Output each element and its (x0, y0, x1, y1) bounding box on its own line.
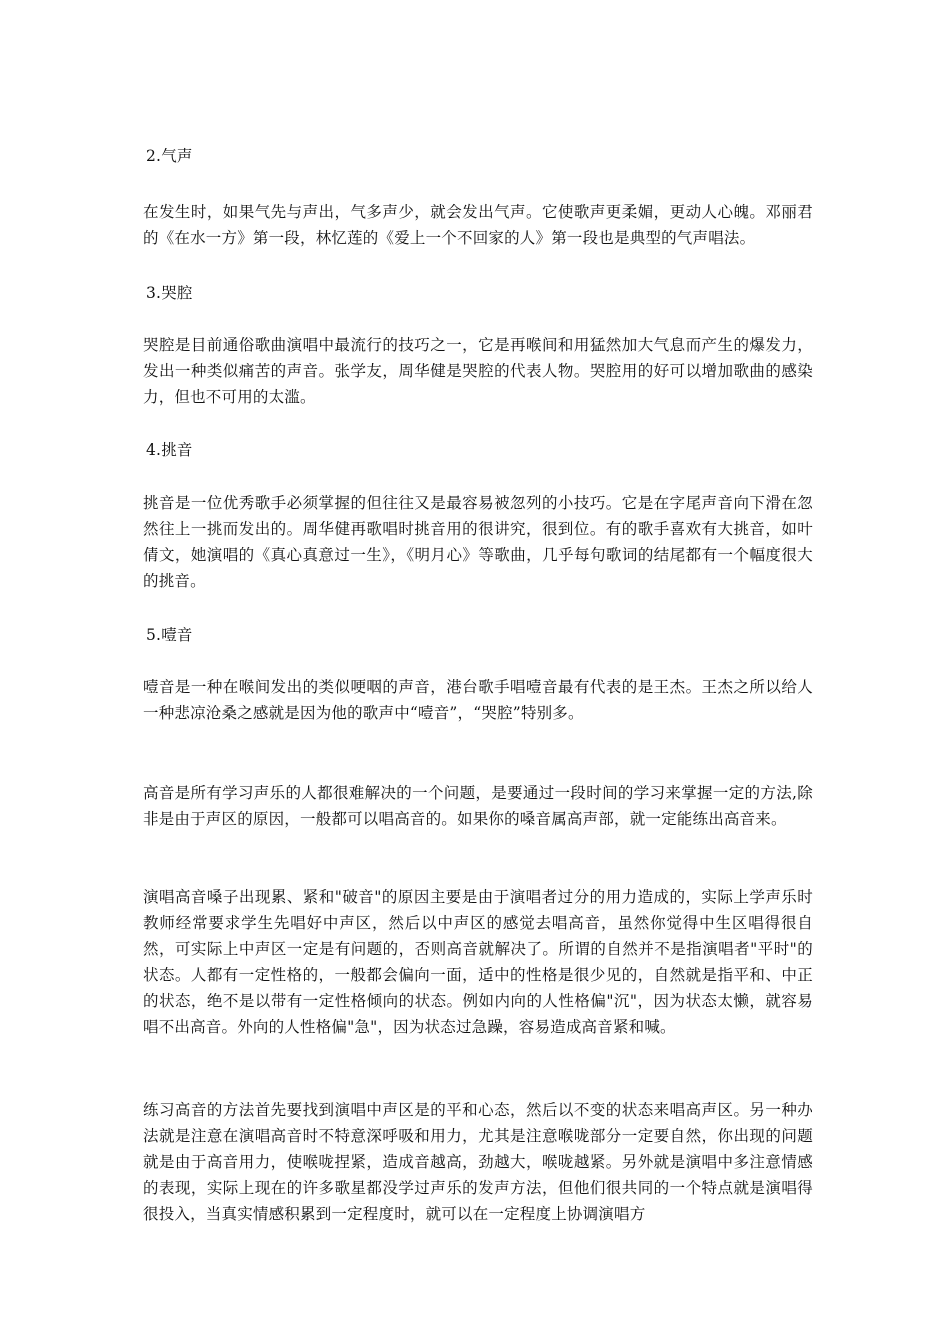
section-heading-crying-tone: 3.哭腔 (146, 284, 193, 302)
paragraph-high-notes-causes: 演唱高音嗓子出现累、紧和"破音"的原因主要是由于演唱者过分的用力造成的，实际上学声乐时教师经常要求学生先唱好中声区，然后以中声区的感觉去唱高音，虽然你觉得中生区唱得很自然，可实际上中声区一定是有问题的，否则高音就解决了。所谓的自然并不是指演唱者"平时"的状态。人都有一定性格的，一般都会偏向一面，适中的性格是很少见的，自然就是指平和、中正的状态，绝不是以带有一定性格倾向的状态。例如内向的人性格偏"沉"，因为状态太懒，就容易唱不出高音。外向的人性格偏"急"，因为状态过急躁，容易造成高音紧和喊。 (143, 888, 813, 1036)
paragraph-choke-tone: 噎音是一种在喉间发出的类似哽咽的声音，港台歌手唱噎音最有代表的是王杰。王杰之所以给人一种悲凉沧桑之感就是因为他的歌声中“噎音”，“哭腔”特别多。 (143, 678, 813, 722)
section-heading-choke-tone: 5.噎音 (146, 626, 193, 644)
paragraph-high-notes-practice: 练习高音的方法首先要找到演唱中声区是的平和心态，然后以不变的状态来唱高声区。另一种办法就是注意在演唱高音时不特意深呼吸和用力，尤其是注意喉咙部分一定要自然，你出现的问题就是由于高音用力，使喉咙捏紧，造成音越高，劲越大，喉咙越紧。另外就是演唱中多注意情感的表现，实际上现在的许多歌星都没学过声乐的发声方法，但他们很共同的一个特点就是演唱得很投入，当真实情感积累到一定程度时，就可以在一定程度上协调演唱方 (143, 1101, 813, 1223)
section-heading-breath-voice: 2.气声 (146, 147, 193, 165)
section-heading-flick-tone: 4.挑音 (146, 441, 193, 459)
paragraph-flick-tone: 挑音是一位优秀歌手必须掌握的但往往又是最容易被忽列的小技巧。它是在字尾声音向下滑在忽然往上一挑而发出的。周华健再歌唱时挑音用的很讲究，很到位。有的歌手喜欢有大挑音，如叶倩文，她演唱的《真心真意过一生》，《明月心》等歌曲，几乎每句歌词的结尾都有一个幅度很大的挑音。 (143, 494, 813, 590)
paragraph-crying-tone: 哭腔是目前通俗歌曲演唱中最流行的技巧之一，它是再喉间和用猛然加大气息而产生的爆发力，发出一种类似痛苦的声音。张学友，周华健是哭腔的代表人物。哭腔用的好可以增加歌曲的感染力，但也不可用的太滥。 (143, 336, 813, 406)
paragraph-high-notes-intro: 高音是所有学习声乐的人都很难解决的一个问题，是要通过一段时间的学习来掌握一定的方法,除非是由于声区的原因，一般都可以唱高音的。如果你的嗓音属高声部，就一定能练出高音来。 (143, 784, 813, 828)
paragraph-breath-voice: 在发生时，如果气先与声出，气多声少，就会发出气声。它使歌声更柔媚，更动人心魄。邓丽君的《在水一方》第一段，林忆莲的《爱上一个不回家的人》第一段也是典型的气声唱法。 (143, 203, 813, 247)
